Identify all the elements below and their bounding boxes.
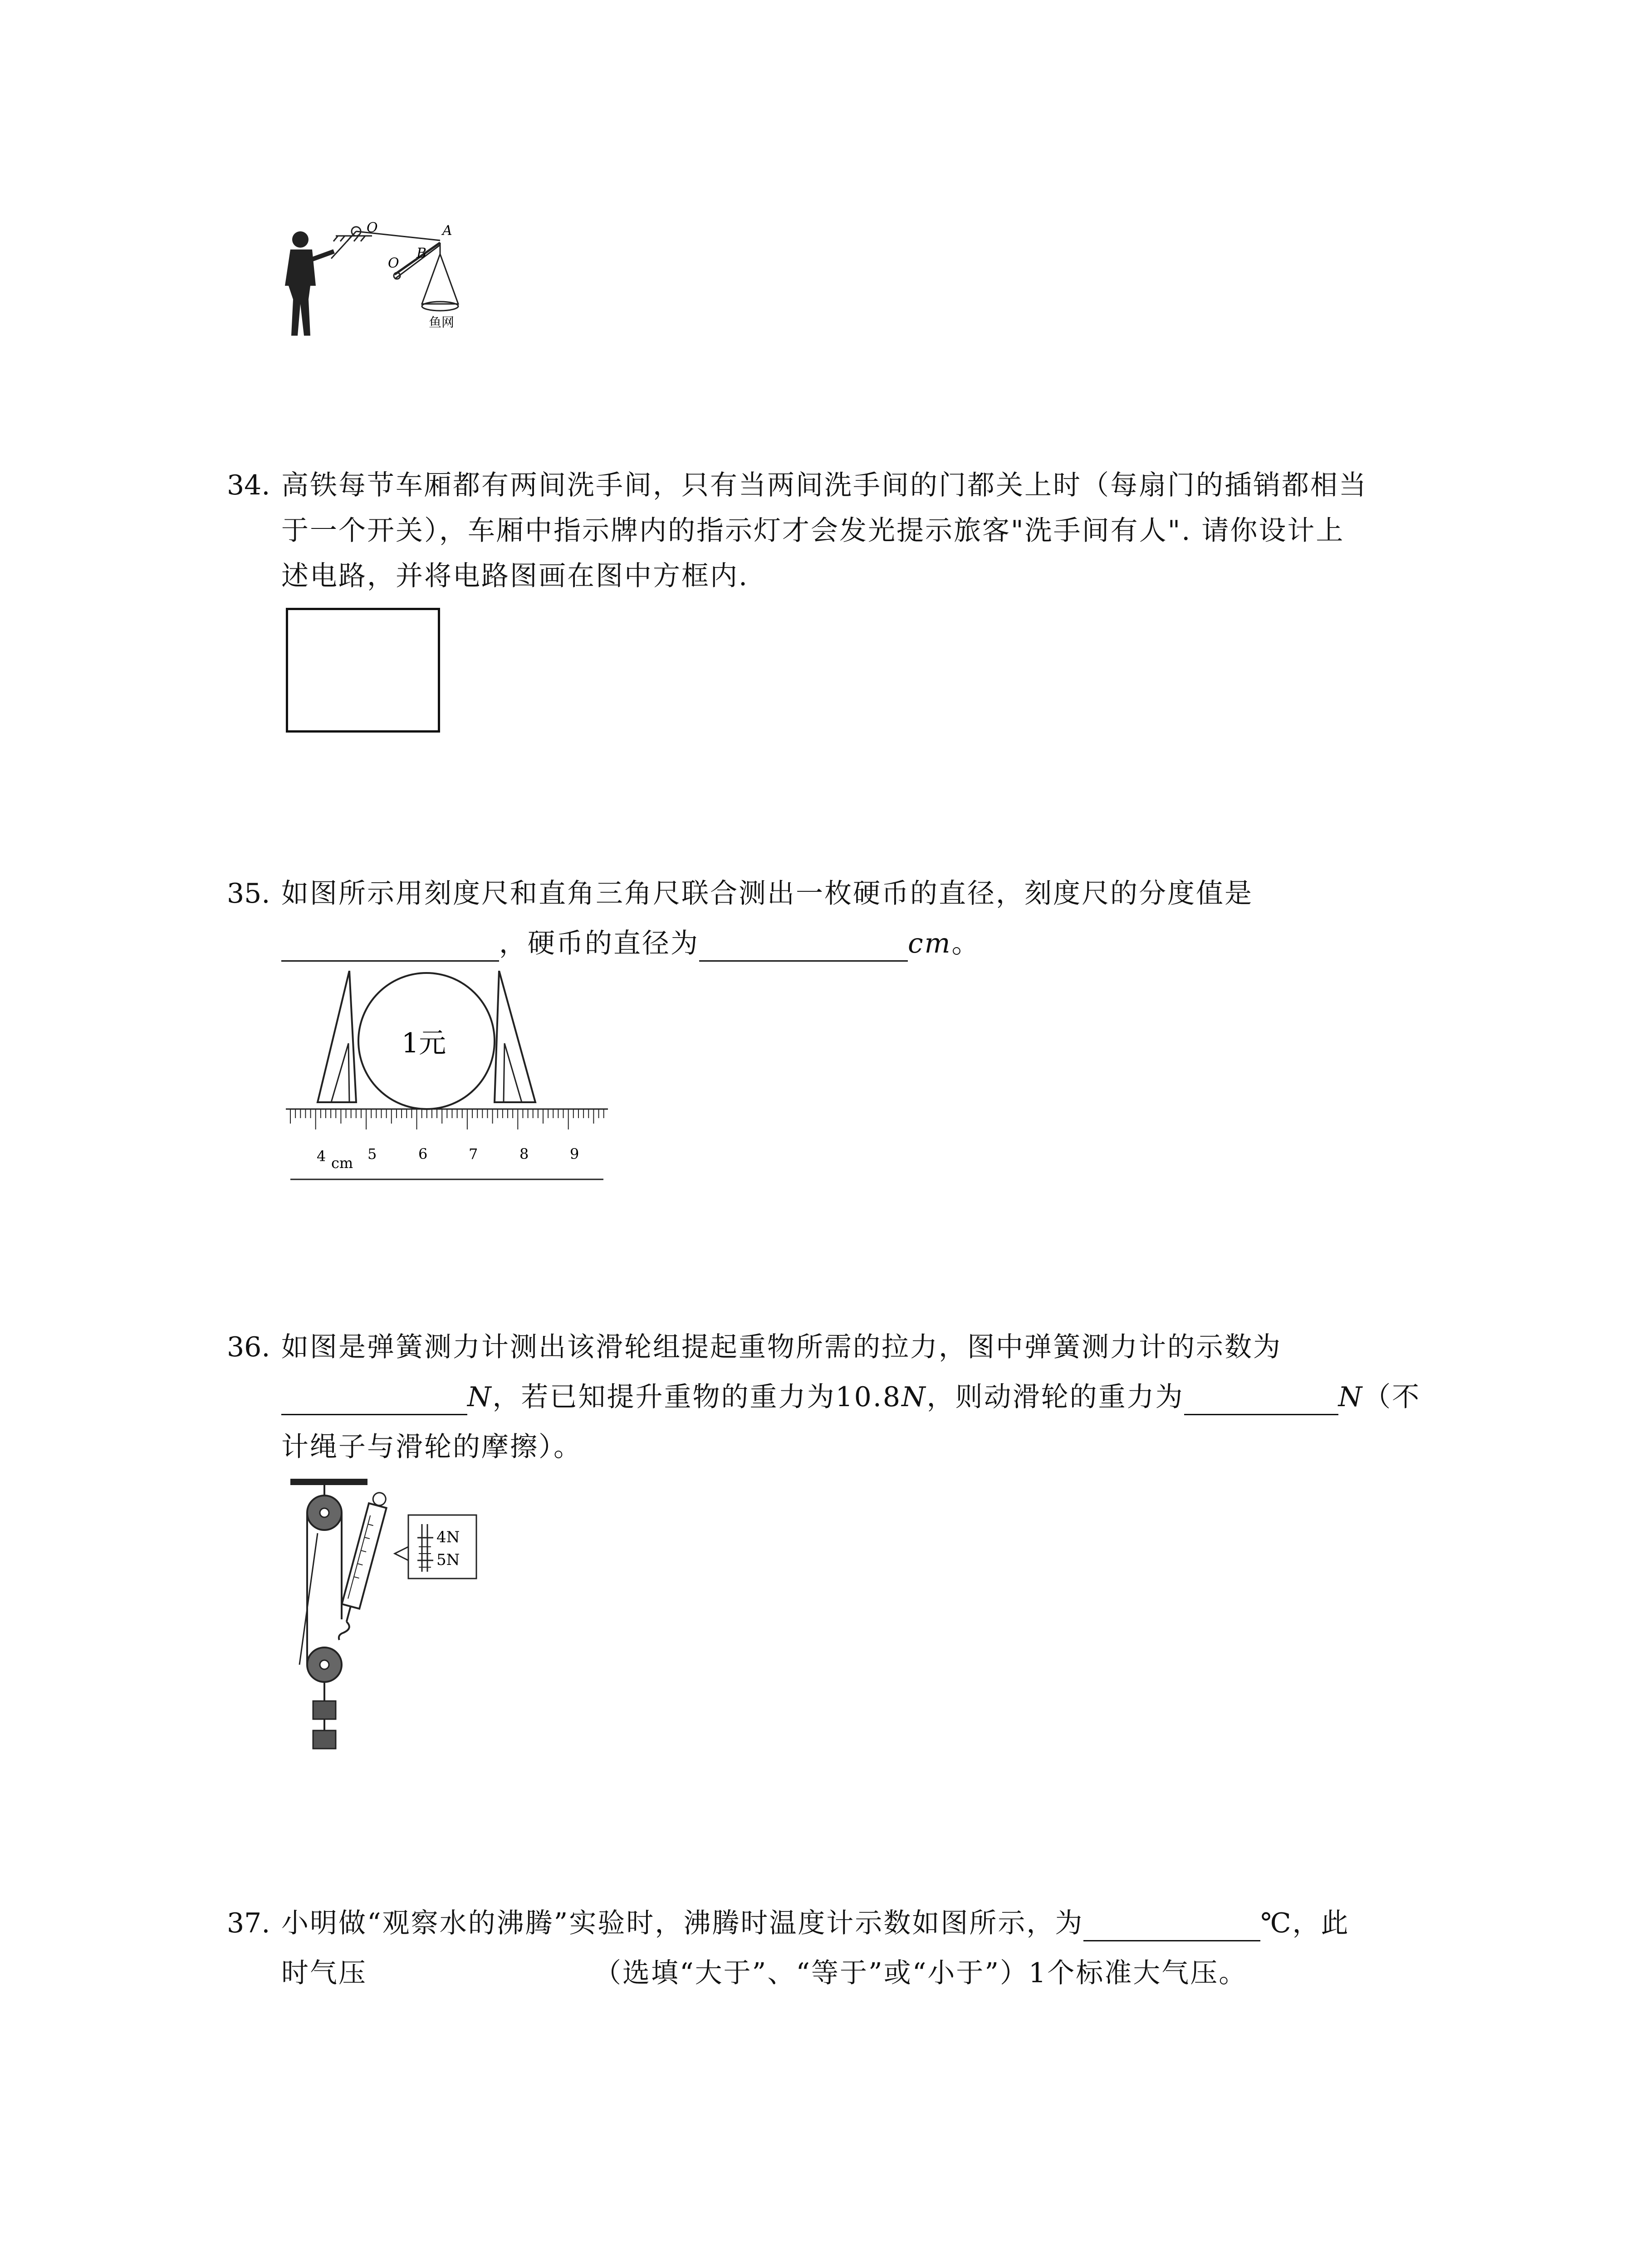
- answer-blank-pulley-weight[interactable]: [1184, 1386, 1338, 1415]
- ruler-unit-label: cm: [331, 1154, 353, 1172]
- circuit-drawing-box[interactable]: [286, 608, 440, 733]
- question-34-line-1: 高铁每节车厢都有两间洗手间，只有当两间洗手间的门都关上时（每扇门的插销都相当: [281, 469, 1367, 501]
- label-A: A: [442, 223, 452, 239]
- figure-lever-fishing: [272, 218, 535, 349]
- question-36-text-pulley: ，则动滑轮的重力为: [926, 1381, 1184, 1413]
- scale-label-4N: 4N: [436, 1528, 460, 1546]
- answer-blank-coin-diameter[interactable]: [699, 932, 908, 962]
- question-34-line-2: 于一个开关），车厢中指示牌内的指示灯才会发光提示旅客"洗手间有人". 请你设计上: [281, 515, 1345, 547]
- person-silhouette: [285, 231, 335, 336]
- answer-blank-spring-reading[interactable]: [281, 1386, 467, 1415]
- question-37-text-pressure: 时气压: [281, 1957, 367, 1989]
- tick-label-5: 5: [367, 1145, 377, 1163]
- question-34-line-3: 述电路，并将电路图画在图中方框内.: [281, 560, 749, 592]
- figure-pulley-system: [286, 1474, 504, 1765]
- question-37-line-1: [281, 1905, 1349, 1941]
- tick-label-6: 6: [418, 1145, 428, 1163]
- tick-label-7: 7: [469, 1145, 478, 1163]
- question-36-line-1: 如图是弹簧测力计测出该滑轮组提起重物所需的拉力，图中弹簧测力计的示数为: [281, 1331, 1282, 1363]
- question-34-number: 34.: [227, 469, 270, 501]
- answer-blank-temperature[interactable]: [1083, 1912, 1260, 1941]
- unit-N-3: N: [1338, 1381, 1364, 1413]
- label-B: B: [416, 245, 427, 261]
- figure-ruler-coin: [281, 971, 612, 1188]
- question-36-text-gravity: ，若已知提升重物的重力为10.8: [492, 1381, 902, 1413]
- scale-label-5N: 5N: [436, 1551, 460, 1569]
- tick-label-4: 4: [317, 1148, 326, 1165]
- pivot-support: [333, 236, 372, 241]
- question-35-text-diameter: ，硬币的直径为: [499, 928, 699, 959]
- ruler-tick-labels: [317, 1145, 579, 1172]
- question-37-number: 37.: [227, 1907, 270, 1939]
- label-O-pivot: O: [388, 255, 399, 271]
- question-36-line-2: [281, 1379, 1421, 1415]
- question-36-number: 36.: [227, 1331, 270, 1363]
- label-fishing-net: 鱼网: [429, 315, 455, 330]
- unit-cm: cm: [908, 928, 952, 959]
- question-37-text-start: 小明做“观察水的沸腾”实验时，沸腾时温度计示数如图所示，为: [281, 1907, 1084, 1939]
- coin-label: 1元: [402, 1027, 446, 1059]
- tick-label-9: 9: [570, 1145, 579, 1163]
- unit-N-2: N: [901, 1381, 927, 1413]
- question-35-line-2: [281, 925, 980, 962]
- tick-label-8: 8: [519, 1145, 529, 1163]
- question-37-text-unit: ℃，此: [1260, 1907, 1350, 1939]
- question-35-end: 。: [951, 928, 980, 959]
- unit-N-1: N: [467, 1381, 493, 1413]
- question-37-line-2: [281, 1955, 1247, 1991]
- question-35-number: 35.: [227, 878, 270, 909]
- question-35-line-1: 如图所示用刻度尺和直角三角尺联合测出一枚硬币的直径，刻度尺的分度值是: [281, 878, 1253, 909]
- answer-blank-division-value[interactable]: [281, 932, 499, 962]
- question-36-line-3: 计绳子与滑轮的摩擦）。: [281, 1431, 582, 1463]
- label-O-top: O: [367, 220, 378, 236]
- question-36-text-end: （不: [1363, 1381, 1421, 1413]
- question-37-text-choices: （选填“大于”、“等于”或“小于”）1个标准大气压。: [594, 1957, 1248, 1989]
